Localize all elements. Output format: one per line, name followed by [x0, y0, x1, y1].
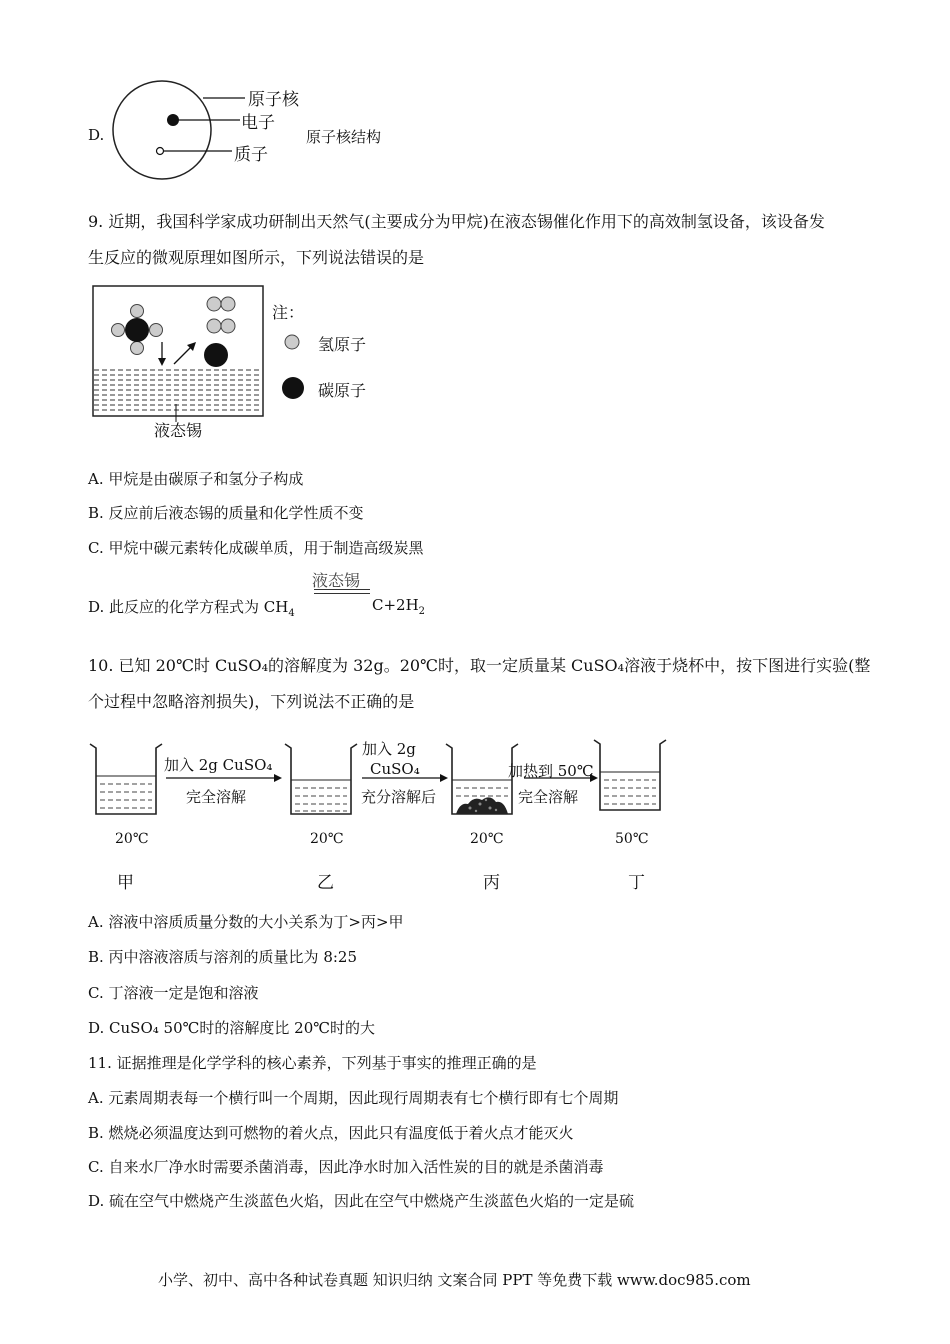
beaker-jia-name: 甲 — [117, 873, 134, 893]
q10-stem-line1: 10. 已知 20℃时 CuSO₄的溶解度为 32g。20℃时，取一定质量某 CuSO₄溶液于烧杯中，按下图进行实验(整 — [88, 656, 871, 675]
q9-option-d-prefix: D. 此反应的化学方程式为 CH — [88, 598, 289, 616]
q10-stem-line2: 个过程中忽略溶剂损失)，下列说法不正确的是 — [88, 692, 415, 711]
beaker-jia — [90, 744, 162, 814]
nucleus-label: 原子核 — [248, 90, 299, 110]
q9-option-d-sub: 4 — [288, 608, 295, 619]
liquid-tin-label: 液态锡 — [154, 421, 203, 440]
q9-option-d-product: $C+2H_2$ — [372, 596, 426, 617]
q10-option-c[interactable]: C. 丁溶液一定是饱和溶液 — [88, 984, 259, 1002]
q10-option-d[interactable]: D. CuSO₄ 50℃时的溶解度比 20℃时的大 — [88, 1019, 376, 1037]
arrow-2-bottom-label: 充分溶解后 — [361, 788, 437, 806]
legend-note: 注： — [272, 303, 305, 322]
proton-label: 质子 — [234, 145, 268, 165]
proton-dot — [157, 148, 164, 155]
beaker-yi-temp: 20℃ — [310, 831, 344, 847]
arrow-3-top-label: 加热到 50℃ — [508, 762, 594, 780]
q9-option-d[interactable] — [88, 596, 295, 619]
q11-option-d[interactable]: D. 硫在空气中燃烧产生淡蓝色火焰，因此在空气中燃烧产生淡蓝色火焰的一定是硫 — [88, 1192, 635, 1210]
reaction-container — [93, 286, 263, 416]
q11-stem: 11. 证据推理是化学学科的核心素养，下列基于事实的推理正确的是 — [88, 1054, 537, 1072]
arrow-2-mid-label: CuSO₄ — [370, 760, 420, 778]
beaker-yi — [285, 744, 357, 814]
equation-line-bottom — [314, 593, 370, 594]
legend-carbon-icon — [282, 377, 304, 399]
beaker-ding — [594, 740, 666, 810]
crystal-precipitate — [456, 797, 508, 814]
equation-line-top — [314, 589, 370, 590]
electron-dot — [167, 114, 179, 126]
arrow-3-bottom-label: 完全溶解 — [518, 788, 579, 806]
arrow-1-top-label: 加入 2g CuSO₄ — [164, 756, 273, 774]
q11-option-b[interactable]: B. 燃烧必须温度达到可燃物的着火点，因此只有温度低于着火点才能灭火 — [88, 1124, 574, 1142]
beaker-ding-temp: 50℃ — [615, 831, 649, 847]
footer-banner[interactable]: 小学、初中、高中各种试卷真题 知识归纳 文案合同 PPT 等免费下载 www.doc985.com — [158, 1271, 751, 1289]
q10-option-b[interactable]: B. 丙中溶液溶质与溶剂的质量比为 8:25 — [88, 948, 358, 966]
q11-option-a[interactable]: A. 元素周期表每一个横行叫一个周期，因此现行周期表有七个横行即有七个周期 — [88, 1089, 619, 1107]
arrow-1-bottom-label: 完全溶解 — [186, 788, 247, 806]
q9-option-a[interactable]: A. 甲烷是由碳原子和氢分子构成 — [88, 470, 304, 488]
legend-hydrogen-label: 氢原子 — [318, 335, 367, 354]
q9-option-b[interactable]: B. 反应前后液态锡的质量和化学性质不变 — [88, 504, 364, 522]
beaker-bing-name: 丙 — [483, 873, 500, 893]
q8-option-d-letter: D. — [88, 126, 105, 144]
beaker-ding-name: 丁 — [628, 873, 645, 893]
legend-hydrogen-icon — [285, 335, 299, 349]
carbon-product — [204, 343, 228, 367]
q9-stem-line2: 生反应的微观原理如图所示，下列说法错误的是 — [88, 248, 425, 267]
atom-outer-circle — [113, 81, 211, 179]
q9-reaction-condition: 液态锡 — [312, 571, 361, 590]
q9-stem-line1: 9. 近期，我国科学家成功研制出天然气(主要成分为甲烷)在液态锡催化作用下的高效制氢设备，该设备发 — [88, 212, 825, 231]
q10-option-a[interactable]: A. 溶液中溶质质量分数的大小关系为丁>丙>甲 — [88, 913, 404, 931]
beaker-jia-temp: 20℃ — [115, 831, 149, 847]
q8-option-d-caption: 原子核结构 — [306, 128, 382, 146]
electron-label: 电子 — [241, 113, 275, 133]
arrow-1 — [166, 774, 282, 782]
arrow-2-top-label: 加入 2g — [362, 740, 416, 758]
q11-option-c[interactable]: C. 自来水厂净水时需要杀菌消毒，因此净水时加入活性炭的目的就是杀菌消毒 — [88, 1158, 604, 1176]
legend-carbon-label: 碳原子 — [318, 381, 367, 400]
beaker-bing-temp: 20℃ — [470, 831, 504, 847]
beaker-yi-name: 乙 — [317, 873, 334, 893]
methane-reaction-diagram — [90, 284, 390, 444]
q9-option-c[interactable]: C. 甲烷中碳元素转化成碳单质，用于制造高级炭黑 — [88, 539, 424, 557]
atom-structure-diagram — [100, 78, 310, 186]
